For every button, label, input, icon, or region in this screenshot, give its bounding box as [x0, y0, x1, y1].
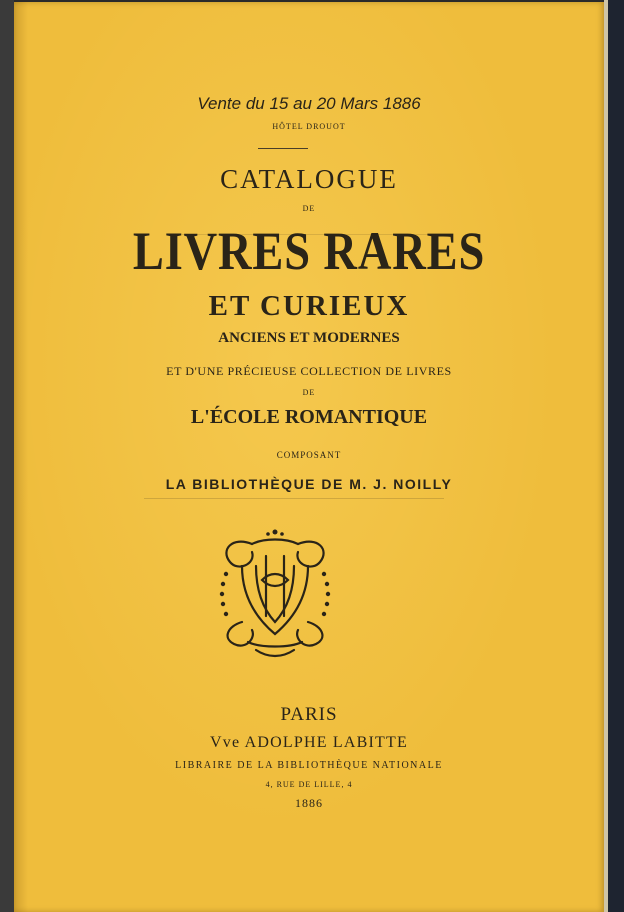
- sale-dates: Vente du 15 au 20 Mars 1886: [197, 94, 421, 113]
- title-catalogue: CATALOGUE: [220, 164, 398, 194]
- monogram-ornament: [212, 526, 338, 662]
- title-livres-rares: LIVRES RARES: [132, 221, 486, 281]
- imprint-year: 1886: [295, 796, 323, 810]
- title-bibliotheque: LA BIBLIOTHÈQUE DE M. J. NOILLY: [165, 476, 453, 492]
- imprint-city: PARIS: [280, 704, 338, 725]
- subtitle-anciens: ANCIENS ET MODERNES: [218, 330, 400, 346]
- title-et-curieux: ET CURIEUX: [208, 290, 410, 322]
- title-ecole-romantique: L'ÉCOLE ROMANTIQUE: [190, 406, 428, 428]
- imprint-role: LIBRAIRE DE LA BIBLIOTHÈQUE NATIONALE: [175, 760, 443, 771]
- subtitle-composant: COMPOSANT: [276, 450, 342, 460]
- page-edge: [604, 0, 608, 912]
- divider: [258, 148, 308, 149]
- book-spine: [0, 0, 14, 912]
- venue: HÔTEL DROUOT: [272, 122, 346, 131]
- title-de: DE: [302, 204, 316, 213]
- imprint-address: 4, RUE DE LILLE, 4: [265, 780, 353, 789]
- title-page: [14, 2, 604, 912]
- subtitle-de: DE: [302, 388, 316, 397]
- faint-rule: [144, 498, 444, 499]
- imprint-publisher: Vve ADOLPHE LABITTE: [210, 734, 408, 751]
- subtitle-collection: ET D'UNE PRÉCIEUSE COLLECTION DE LIVRES: [166, 364, 452, 378]
